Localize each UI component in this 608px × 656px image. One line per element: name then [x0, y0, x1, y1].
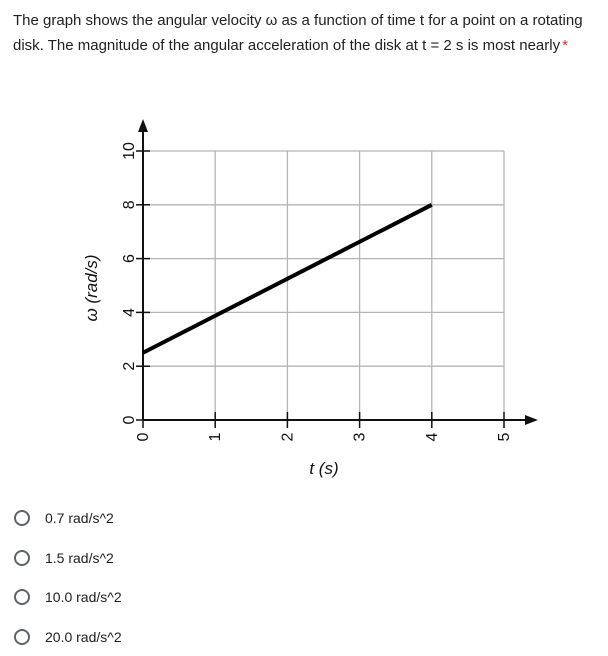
y-tick-label: 0 — [121, 415, 138, 425]
option-1[interactable] — [14, 545, 314, 571]
y-tick-label: 4 — [121, 307, 138, 317]
option-label: 20.0 rad/s^2 — [45, 628, 122, 645]
chart-axes — [138, 119, 538, 425]
radio-circle-icon[interactable] — [14, 629, 30, 645]
option-label: 1.5 rad/s^2 — [45, 549, 114, 566]
radio-circle-icon[interactable] — [14, 510, 30, 526]
option-3[interactable] — [14, 624, 314, 650]
x-tick-label: 1 — [207, 432, 225, 442]
x-tick-label: 0 — [135, 432, 152, 442]
x-tick-label: 2 — [279, 432, 297, 442]
chart-grid — [143, 151, 504, 420]
x-axis-label: t (s) — [309, 459, 339, 478]
required-asterisk: * — [562, 36, 568, 54]
radio-circle-icon[interactable] — [14, 589, 30, 605]
question-body: The graph shows the angular velocity ω as a function of time t for a point on a rotating disk. The magnitude of the angular acceleration of the disk at t = 2 s is most nearly — [13, 12, 583, 54]
y-tick-label: 8 — [121, 200, 138, 210]
x-tick-label: 5 — [496, 432, 513, 442]
option-0[interactable] — [14, 505, 314, 531]
x-tick-label: 3 — [351, 432, 369, 442]
chart-ticks — [121, 142, 513, 441]
y-tick-label: 2 — [121, 361, 138, 371]
x-axis-arrow-icon — [525, 415, 538, 425]
x-tick-label: 4 — [423, 432, 441, 442]
option-label: 10.0 rad/s^2 — [45, 589, 122, 605]
y-axis-arrow-icon — [138, 119, 148, 132]
y-tick-label: 6 — [121, 254, 138, 264]
option-2[interactable] — [14, 584, 314, 610]
option-label: 0.7 rad/s^2 — [45, 510, 114, 526]
y-tick-label: 10 — [121, 142, 138, 160]
y-axis-label: ω (rad/s) — [82, 254, 101, 322]
radio-circle-icon[interactable] — [14, 550, 30, 566]
